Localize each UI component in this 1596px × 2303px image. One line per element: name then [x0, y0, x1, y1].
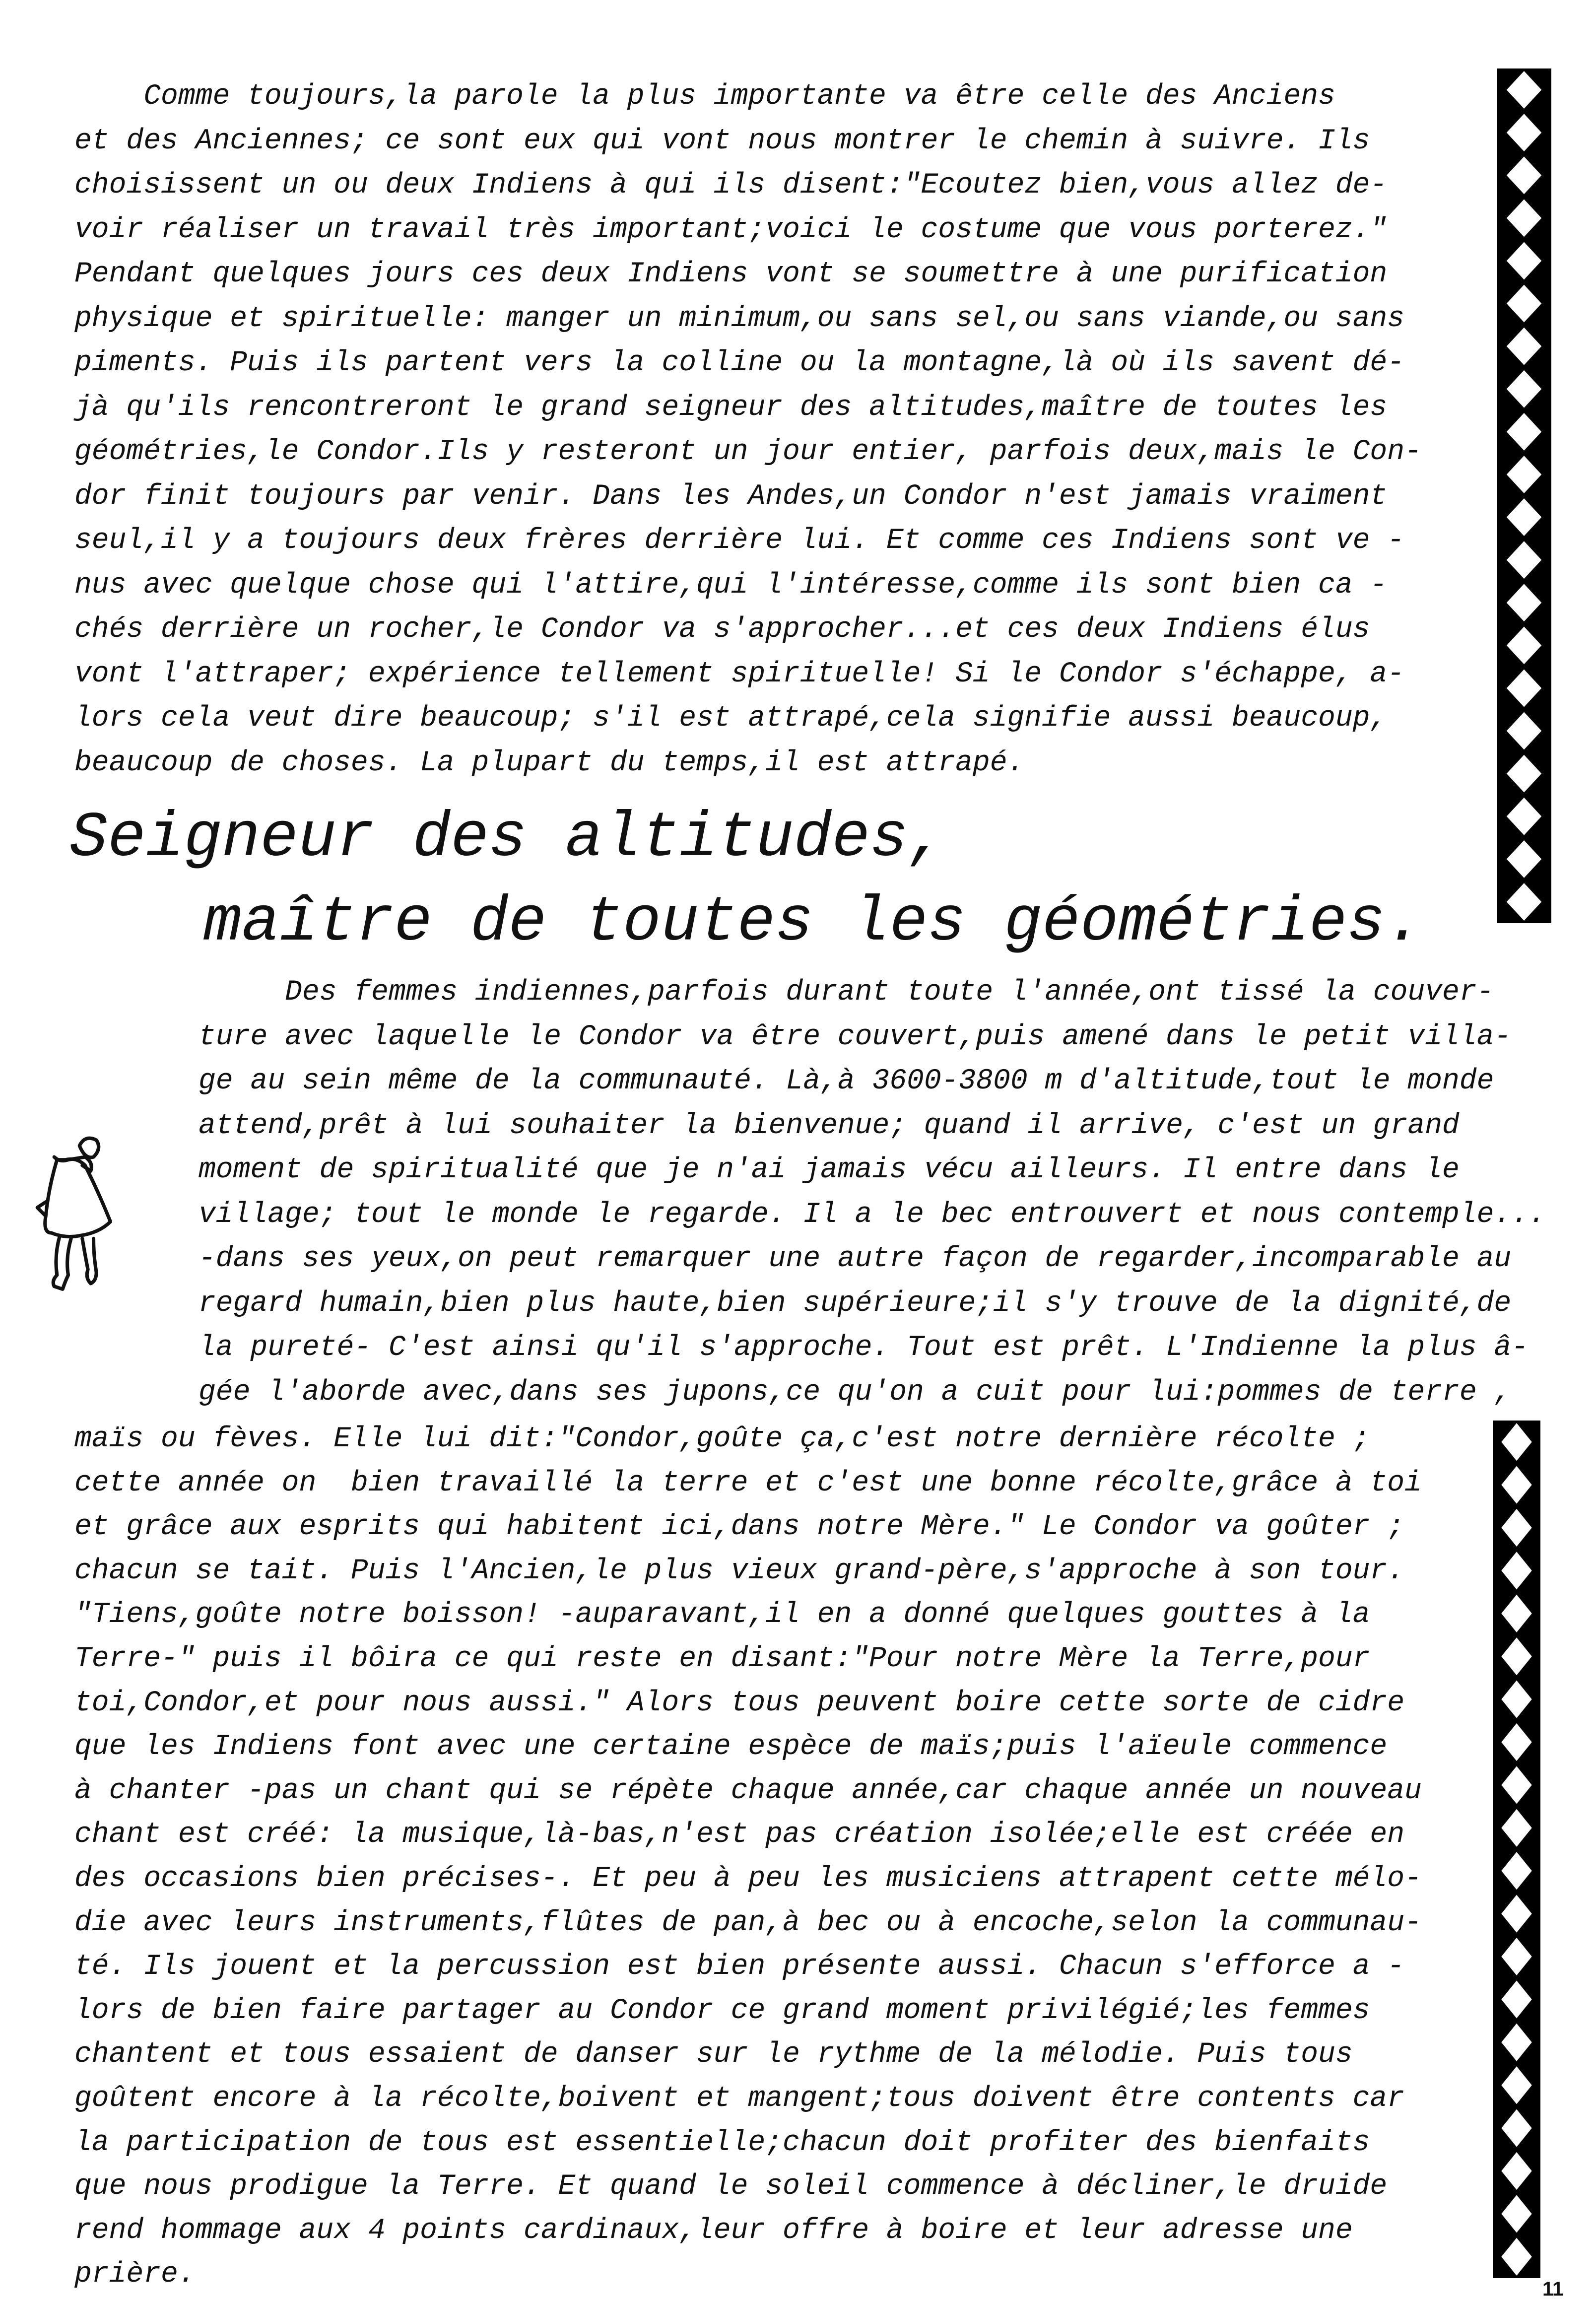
- diamond-shape: [1507, 626, 1541, 664]
- text-line: seul,il y a toujours deux frères derrière lui. Et comme ces Indiens sont ve -: [74, 525, 1405, 557]
- text-line: à chanter -pas un chant qui se répète chaque année,car chaque année un nouveau: [74, 1774, 1422, 1807]
- text-line: Comme toujours,la parole la plus importante va être celle des Anciens: [74, 80, 1335, 113]
- text-line: chantent et tous essaient de danser sur le rythme de la mélodie. Puis tous: [74, 2038, 1353, 2071]
- text-line: ge au sein même de la communauté. Là,à 3600-3800 m d'altitude,tout le monde: [199, 1065, 1494, 1097]
- text-line: beaucoup de choses. La plupart du temps,il est attrapé.: [74, 746, 1025, 779]
- text-line: voir réaliser un travail très important;voici le costume que vous porterez.": [74, 213, 1388, 246]
- text-line: la pureté- C'est ainsi qu'il s'approche. Tout est prêt. L'Indienne la plus â-: [199, 1332, 1529, 1364]
- diamond-shape: [1501, 2152, 1531, 2190]
- text-line: die avec leurs instruments,flûtes de pan,à bec ou à encoche,selon la communau-: [74, 1906, 1422, 1939]
- diamond-shape: [1501, 1681, 1531, 1718]
- diamond-shape: [1507, 541, 1541, 579]
- text-line: des occasions bien précises-. Et peu à peu les musiciens attrapent cette mélo-: [74, 1863, 1422, 1895]
- diamond-shape: [1501, 1938, 1531, 1975]
- text-line: ture avec laquelle le Condor va être couvert,puis amené dans le petit villa-: [199, 1020, 1512, 1053]
- text-line: té. Ils jouent et la percussion est bien présente aussi. Chacun s'efforce a -: [74, 1951, 1405, 1983]
- text-line: rend hommage aux 4 points cardinaux,leur offre à boire et leur adresse une: [74, 2214, 1353, 2247]
- text-line: et des Anciennes; ce sont eux qui vont nous montrer le chemin à suivre. Ils: [74, 125, 1370, 157]
- text-line: piments. Puis ils partent vers la colline ou la montagne,là où ils savent dé-: [74, 347, 1405, 379]
- diamond-shape: [1501, 1852, 1531, 1890]
- diamond-shape: [1501, 1423, 1531, 1461]
- diamond-shape: [1507, 584, 1541, 621]
- text-line: la participation de tous est essentielle;chacun doit profiter des bienfaits: [74, 2126, 1370, 2159]
- diamond-shape: [1501, 2024, 1531, 2061]
- text-line: dor finit toujours par venir. Dans les Andes,un Condor n'est jamais vraiment: [74, 480, 1388, 513]
- diamond-border-bottom: [1493, 1421, 1540, 2278]
- text-line: chés derrière un rocher,le Condor va s'approcher...et ces deux Indiens élus: [74, 613, 1370, 646]
- diamond-shape: [1501, 2195, 1531, 2233]
- text-line: que les Indiens font avec une certaine espèce de maïs;puis l'aïeule commence: [74, 1731, 1388, 1763]
- diamond-shape: [1501, 1637, 1531, 1675]
- text-line: physique et spirituelle: manger un minimum,ou sans sel,ou sans viande,ou sans: [74, 302, 1405, 335]
- text-line: choisissent un ou deux Indiens à qui ils disent:"Ecoutez bien,vous allez de-: [74, 169, 1388, 202]
- text-line: et grâce aux esprits qui habitent ici,dans notre Mère." Le Condor va goûter ;: [74, 1511, 1405, 1544]
- page-number: 11: [1542, 2278, 1564, 2300]
- diamond-shape: [1507, 413, 1541, 451]
- heading-line-1: Seigneur des altitudes,: [69, 803, 946, 875]
- text-line: vont l'attraper; expérience tellement spirituelle! Si le Condor s'échappe, a-: [74, 658, 1405, 690]
- diamond-shape: [1507, 370, 1541, 408]
- diamond-shape: [1501, 1466, 1531, 1504]
- diamond-shape: [1507, 328, 1541, 365]
- text-line: lors cela veut dire beaucoup; s'il est attrapé,cela signifie aussi beaucoup,: [74, 702, 1388, 735]
- heading-line-2: maître de toutes les géométries.: [203, 887, 1423, 959]
- text-line: jà qu'ils rencontreront le grand seigneur des altitudes,maître de toutes les: [74, 391, 1388, 424]
- text-line: moment de spiritualité que je n'ai jamais vécu ailleurs. Il entre dans le: [199, 1154, 1460, 1186]
- text-line: cette année on bien travaillé la terre et c'est une bonne récolte,grâce à toi: [74, 1467, 1422, 1499]
- diamond-shape: [1507, 242, 1541, 280]
- text-line: -dans ses yeux,on peut remarquer une autre façon de regarder,incomparable au: [199, 1243, 1512, 1275]
- text-line: nus avec quelque chose qui l'attire,qui l'intéresse,comme ils sont bien ca -: [74, 569, 1388, 602]
- diamond-shape: [1501, 1980, 1531, 2018]
- diamond-border-top: [1497, 68, 1551, 923]
- text-line: maïs ou fèves. Elle lui dit:"Condor,goûte ça,c'est notre dernière récolte ;: [74, 1423, 1370, 1455]
- text-line: prière.: [74, 2258, 196, 2291]
- diamond-shape: [1507, 498, 1541, 536]
- text-line: goûtent encore à la récolte,boivent et mangent;tous doivent être contents car: [74, 2083, 1405, 2115]
- diamond-shape: [1501, 2109, 1531, 2147]
- walking-figure-illustration: [25, 1132, 154, 1300]
- text-line: chacun se tait. Puis l'Ancien,le plus vieux grand-père,s'approche à son tour.: [74, 1555, 1405, 1587]
- diamond-shape: [1501, 1595, 1531, 1632]
- text-line: toi,Condor,et pour nous aussi." Alors tous peuvent boire cette sorte de cidre: [74, 1687, 1405, 1719]
- text-line: village; tout le monde le regarde. Il a le bec entrouvert et nous contemple...: [199, 1198, 1546, 1231]
- text-line: gée l'aborde avec,dans ses jupons,ce qu'on a cuit pour lui:pommes de terre ,: [199, 1376, 1512, 1409]
- diamond-shape: [1507, 798, 1541, 835]
- diamond-shape: [1501, 1723, 1531, 1761]
- diamond-shape: [1507, 199, 1541, 237]
- diamond-shape: [1507, 712, 1541, 750]
- diamond-shape: [1507, 285, 1541, 323]
- text-line: Des femmes indiennes,parfois durant toute l'année,ont tissé la couver-: [199, 976, 1494, 1009]
- diamond-shape: [1501, 1895, 1531, 1933]
- text-line: Pendant quelques jours ces deux Indiens vont se soumettre à une purification: [74, 258, 1388, 290]
- text-line: chant est créé: la musique,là-bas,n'est pas création isolée;elle est créée en: [74, 1819, 1405, 1851]
- diamond-shape: [1501, 2238, 1531, 2276]
- text-line: que nous prodigue la Terre. Et quand le soleil commence à décliner,le druide: [74, 2170, 1388, 2203]
- text-line: Terre-" puis il bôira ce qui reste en disant:"Pour notre Mère la Terre,pour: [74, 1643, 1370, 1675]
- diamond-shape: [1507, 670, 1541, 707]
- text-line: lors de bien faire partager au Condor ce grand moment privilégié;les femmes: [74, 1994, 1370, 2027]
- diamond-shape: [1507, 156, 1541, 194]
- diamond-shape: [1501, 1552, 1531, 1589]
- diamond-shape: [1507, 840, 1541, 878]
- diamond-shape: [1501, 1766, 1531, 1804]
- diamond-shape: [1501, 1809, 1531, 1847]
- text-line: géométries,le Condor.Ils y resteront un jour entier, parfois deux,mais le Con-: [74, 436, 1422, 468]
- text-line: regard humain,bien plus haute,bien supérieure;il s'y trouve de la dignité,de: [199, 1287, 1512, 1320]
- diamond-shape: [1507, 71, 1541, 109]
- diamond-shape: [1507, 456, 1541, 493]
- diamond-shape: [1507, 114, 1541, 151]
- diamond-shape: [1507, 883, 1541, 921]
- diamond-shape: [1501, 1509, 1531, 1547]
- text-line: "Tiens,goûte notre boisson! -auparavant,il en a donné quelques gouttes à la: [74, 1599, 1370, 1631]
- text-line: attend,prêt à lui souhaiter la bienvenue; quand il arrive, c'est un grand: [199, 1109, 1460, 1142]
- diamond-shape: [1507, 755, 1541, 793]
- diamond-shape: [1501, 2066, 1531, 2104]
